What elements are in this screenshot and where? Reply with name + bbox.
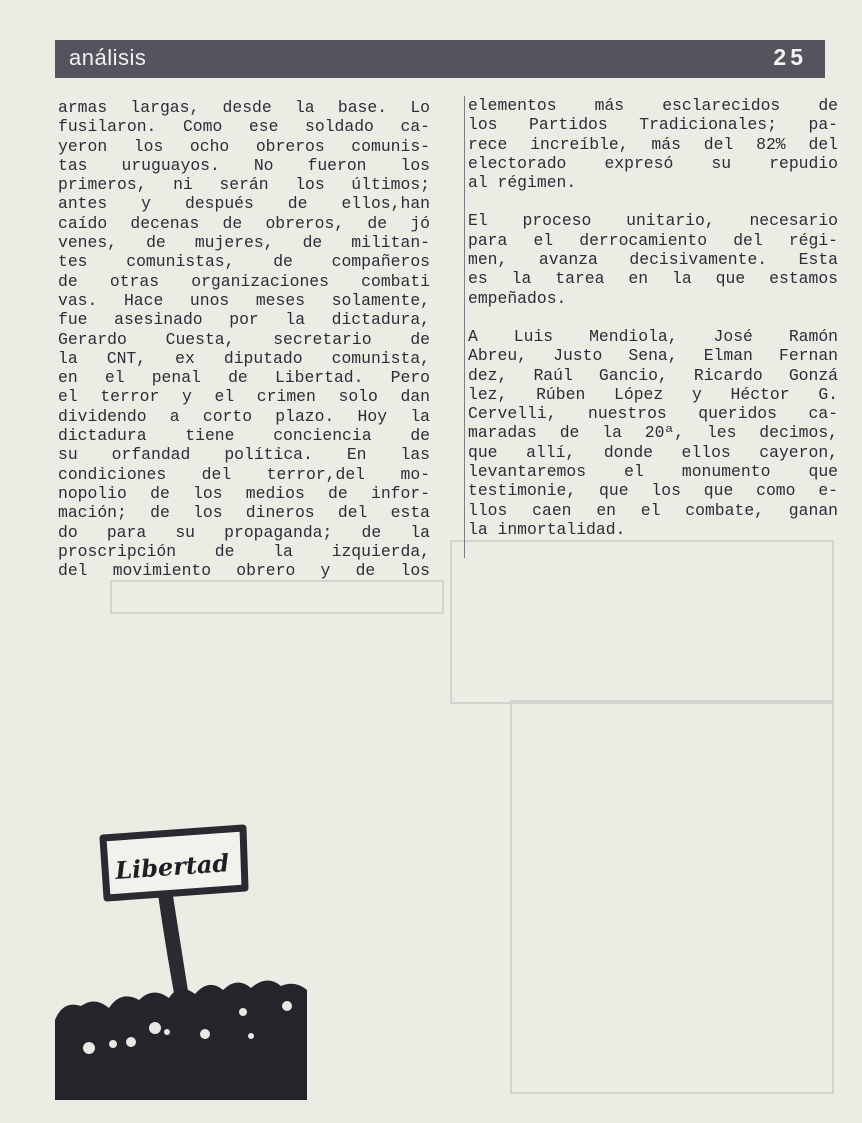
page-number: 25 <box>773 44 807 70</box>
libertad-sign-illustration <box>55 810 307 1100</box>
text-line: dictadura tiene conciencia de <box>58 426 430 446</box>
text-line: Cervelli, nuestros queridos ca- <box>468 404 838 424</box>
text-line: es la tarea en la que estamos <box>468 269 838 289</box>
text-line: lez, Rúben López y Héctor G. <box>468 384 838 404</box>
text-line: testimonie, que los que como e- <box>468 481 838 501</box>
text-line: condiciones del terror,del mo- <box>58 464 430 484</box>
text-line: dez, Raúl Gancio, Ricardo Gonzá <box>468 365 838 385</box>
right-text-column <box>464 96 838 558</box>
text-line: la inmortalidad. <box>468 519 626 539</box>
text-line: armas largas, desde la base. Lo <box>58 98 430 117</box>
text-line: nopolio de los medios de infor- <box>58 483 430 503</box>
show-through-frame <box>450 540 834 704</box>
body-paragraph <box>468 211 838 307</box>
text-line: elementos más esclarecidos de <box>468 96 838 115</box>
text-line: A Luis Mendiola, José Ramón <box>468 326 838 346</box>
crowd-silhouette <box>55 980 307 1100</box>
dedication-paragraph <box>468 327 838 539</box>
text-line: Abreu, Justo Sena, Elman Fernan <box>468 346 838 366</box>
text-line: para el derrocamiento del régi- <box>468 230 838 250</box>
text-line: electorado expresó su repudio <box>468 153 838 173</box>
text-line: vas. Hace unos meses solamente, <box>58 290 430 310</box>
text-line: caído decenas de obreros, de jó <box>58 213 430 233</box>
text-line: yeron los ocho obreros comunis- <box>58 136 430 156</box>
text-line: rece increíble, más del 82% del <box>468 134 838 154</box>
text-line: la CNT, ex diputado comunista, <box>58 348 430 368</box>
body-paragraph <box>468 96 838 192</box>
header-bar <box>55 40 825 78</box>
text-line: fusilaron. Como ese soldado ca- <box>58 117 430 137</box>
text-line: primeros, ni serán los últimos; <box>58 175 430 195</box>
body-paragraph <box>58 98 430 580</box>
text-line: maradas de la 20ª, les decimos, <box>468 423 838 443</box>
text-line: Gerardo Cuesta, secretario de <box>58 329 430 349</box>
text-line: del movimiento obrero y de los <box>58 561 430 581</box>
text-line: levantaremos el monumento que <box>468 462 838 482</box>
text-line: empeñados. <box>468 288 567 308</box>
text-line: al régimen. <box>468 173 577 193</box>
text-line: fue asesinado por la dictadura, <box>58 310 430 330</box>
text-line: mación; de los dineros del esta <box>58 503 430 523</box>
text-line: los Partidos Tradicionales; pa- <box>468 115 838 135</box>
text-line: el terror y el crimen solo dan <box>58 387 430 407</box>
sign-text: Libertad <box>114 848 231 886</box>
text-line: El proceso unitario, necesario <box>468 211 838 231</box>
text-line: tas uruguayos. No fueron los <box>58 155 430 175</box>
text-line: de otras organizaciones combati <box>58 271 430 291</box>
text-line: antes y después de ellos,han <box>58 194 430 214</box>
text-line: tes comunistas, de compañeros <box>58 252 430 272</box>
show-through-frame <box>110 580 444 614</box>
section-label: análisis <box>69 45 147 70</box>
text-line: en el penal de Libertad. Pero <box>58 368 430 388</box>
text-line: su orfandad política. En las <box>58 445 430 465</box>
text-line: dividendo a corto plazo. Hoy la <box>58 406 430 426</box>
text-line: proscripción de la izquierda, <box>58 541 430 561</box>
text-line: que allí, donde ellos cayeron, <box>468 442 838 462</box>
left-text-column <box>58 98 430 580</box>
text-line: do para su propaganda; de la <box>58 522 430 542</box>
show-through-frame <box>510 700 834 1094</box>
text-line: llos caen en el combate, ganan <box>468 500 838 520</box>
text-line: venes, de mujeres, de militan- <box>58 233 430 253</box>
text-line: men, avanza decisivamente. Esta <box>468 250 838 270</box>
